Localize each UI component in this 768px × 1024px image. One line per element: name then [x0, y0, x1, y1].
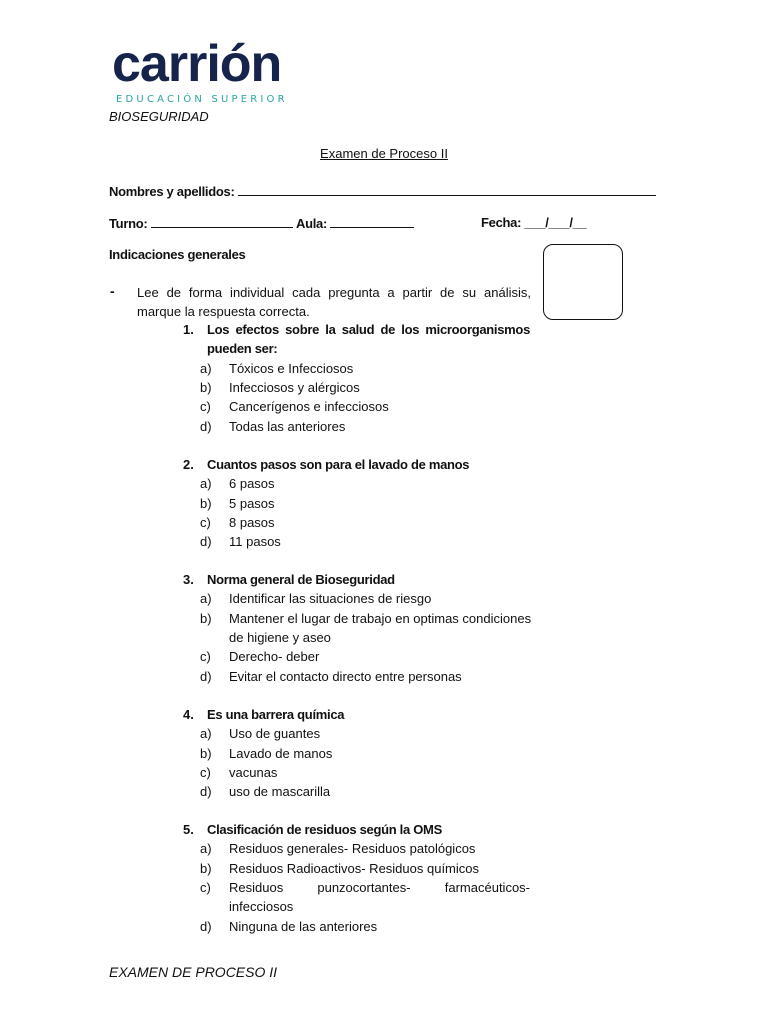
room-label: Aula:: [296, 216, 328, 231]
option-text: uso de mascarilla: [229, 784, 331, 800]
question-number: 1.: [183, 322, 194, 337]
option-text: Evitar el contacto directo entre personas: [229, 668, 462, 684]
option-letter: c): [200, 514, 211, 530]
turn-blank[interactable]: [151, 215, 293, 228]
option-text: Derecho- deber: [229, 649, 320, 665]
logo-subtitle: EDUCACIÓN SUPERIOR: [116, 94, 288, 105]
instruction-text: Lee de forma individual cada pregunta a partir de su análisis, marque la respuesta correcta.: [137, 285, 531, 319]
question-number: 4.: [183, 707, 194, 722]
option-text: Cancerígenos e infecciosos: [229, 399, 389, 415]
course-header: BIOSEGURIDAD: [109, 109, 209, 124]
section-heading: Indicaciones generales: [109, 247, 246, 262]
date-label: Fecha:: [481, 215, 522, 230]
option-letter: b): [200, 495, 212, 511]
logo-wordmark: carrión: [112, 35, 282, 93]
name-blank[interactable]: [238, 183, 656, 196]
page-footer: EXAMEN DE PROCESO II: [109, 964, 278, 980]
option-text: 8 pasos: [229, 514, 275, 530]
option-text: Tóxicos e Infecciosos: [229, 360, 354, 376]
option-letter: d): [200, 918, 212, 934]
option-text: Ninguna de las anteriores: [229, 918, 378, 934]
option-text: Uso de guantes: [229, 726, 321, 742]
question-text-cont: pueden ser:: [207, 341, 278, 357]
question-text: Clasificación de residuos según la OMS: [207, 822, 442, 837]
option-letter: d): [200, 534, 212, 550]
option-letter: c): [200, 879, 211, 895]
turn-label: Turno:: [109, 216, 148, 231]
option-text: Residuos Radioactivos- Residuos químicos: [229, 860, 480, 876]
question-text: Los efectos sobre la salud de los microorganismos: [207, 322, 530, 337]
option-letter: c): [200, 399, 211, 415]
option-text: Identificar las situaciones de riesgo: [229, 591, 432, 607]
date-blank[interactable]: ___/___/__: [524, 215, 587, 230]
option-text: Residuos punzocortantes- farmacéuticos-: [229, 879, 530, 895]
option-text: Lavado de manos: [229, 745, 333, 761]
option-text: infecciosos: [229, 899, 294, 915]
name-label: Nombres y apellidos:: [109, 184, 235, 199]
room-blank[interactable]: [330, 215, 414, 228]
option-text: Mantener el lugar de trabajo en optimas condiciones: [229, 610, 532, 626]
option-text: Residuos generales- Residuos patológicos: [229, 841, 476, 857]
option-letter: a): [200, 726, 212, 742]
date-field[interactable]: [481, 215, 587, 230]
option-text: 5 pasos: [229, 495, 275, 511]
room-field[interactable]: [296, 215, 414, 231]
option-letter: b): [200, 379, 212, 395]
option-letter: d): [200, 418, 212, 434]
option-text: 11 pasos: [229, 534, 281, 550]
instruction-bullet: -: [110, 283, 115, 299]
option-letter: a): [200, 476, 212, 492]
question-number: 5.: [183, 822, 194, 837]
option-text: de higiene y aseo: [229, 629, 331, 645]
score-box[interactable]: [543, 244, 623, 320]
exam-title: Examen de Proceso II: [320, 146, 448, 161]
option-letter: a): [200, 360, 212, 376]
option-text: Todas las anteriores: [229, 418, 346, 434]
option-letter: b): [200, 745, 212, 761]
option-letter: b): [200, 860, 212, 876]
turn-field[interactable]: [109, 215, 293, 231]
option-text: vacunas: [229, 764, 278, 780]
option-letter: a): [200, 841, 212, 857]
name-field[interactable]: [109, 183, 656, 199]
option-text: 6 pasos: [229, 476, 275, 492]
option-letter: d): [200, 668, 212, 684]
option-letter: c): [200, 764, 211, 780]
question-number: 2.: [183, 457, 194, 472]
question-number: 3.: [183, 572, 194, 587]
question-text: Norma general de Bioseguridad: [207, 572, 395, 587]
question-text: Es una barrera química: [207, 707, 345, 722]
option-letter: a): [200, 591, 212, 607]
option-letter: c): [200, 649, 211, 665]
option-letter: b): [200, 610, 212, 626]
option-letter: d): [200, 784, 212, 800]
option-text: Infecciosos y alérgicos: [229, 379, 360, 395]
question-text: Cuantos pasos son para el lavado de manos: [207, 457, 470, 472]
